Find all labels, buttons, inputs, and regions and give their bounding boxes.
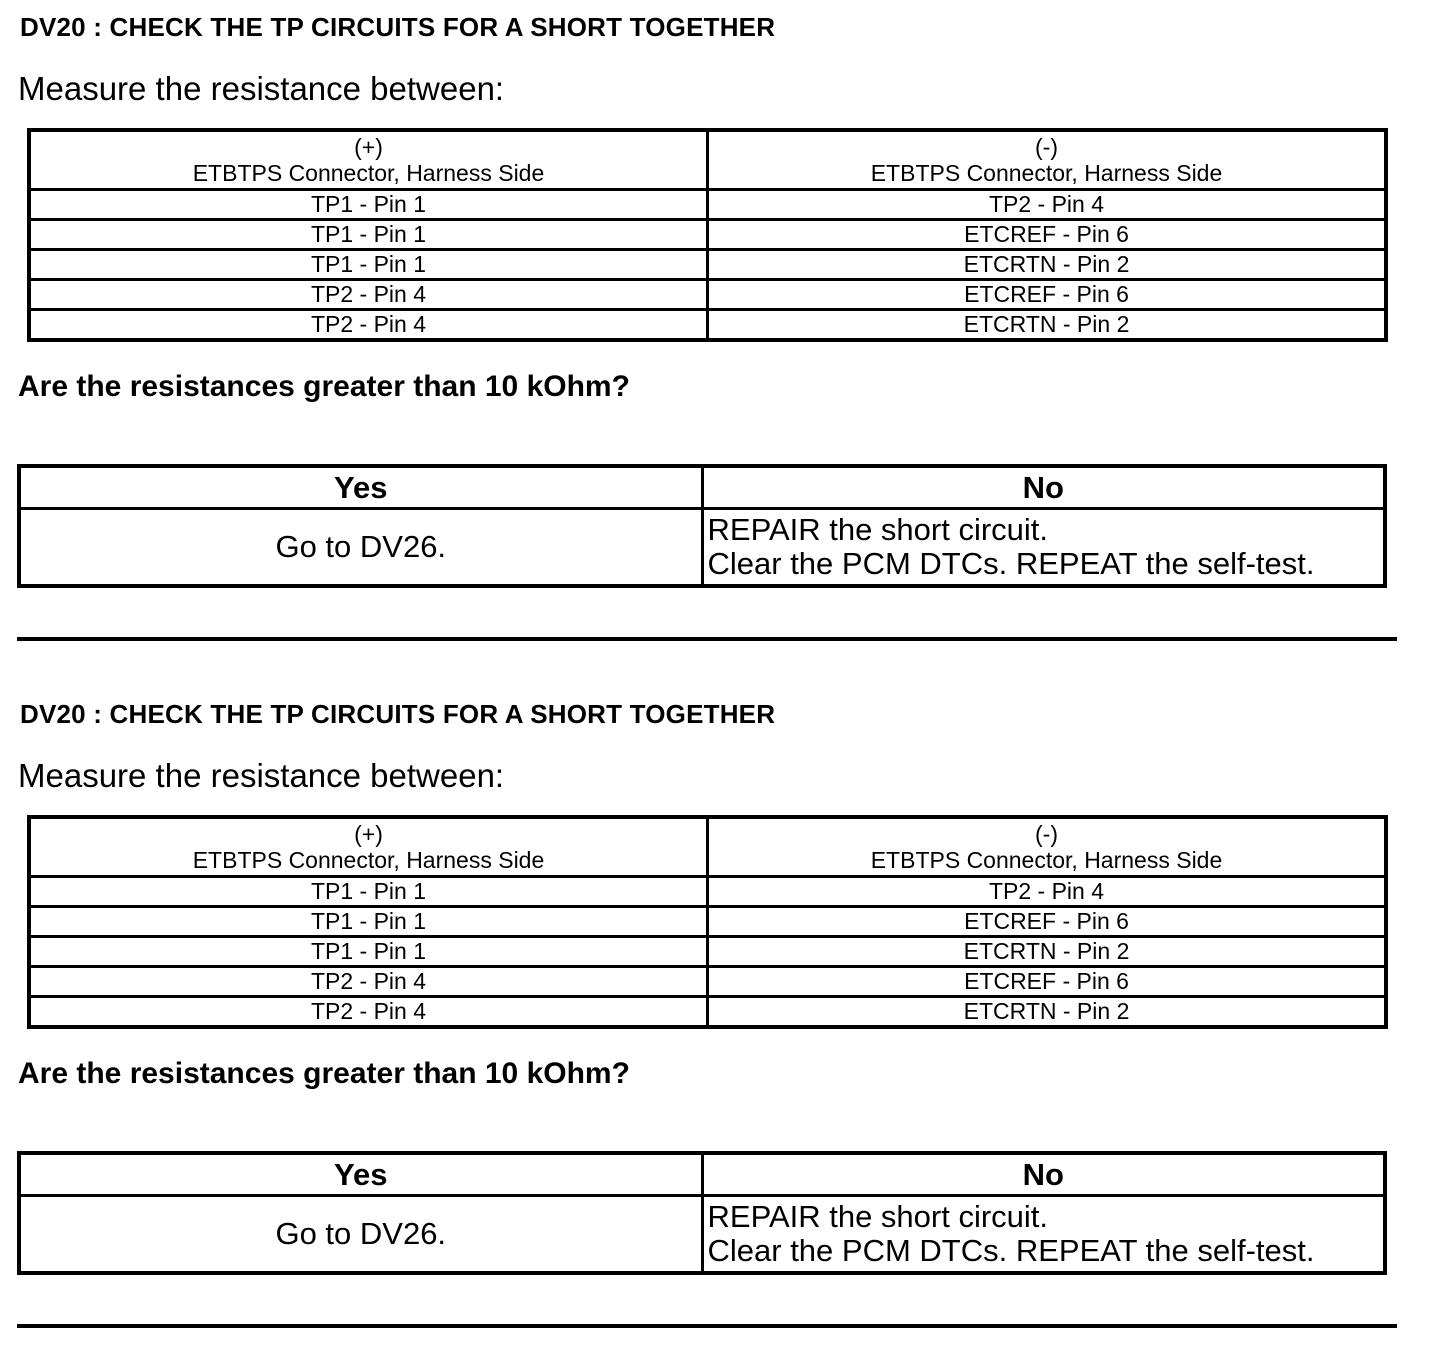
section-divider <box>17 1324 1397 1328</box>
table-header-row <box>29 817 1386 877</box>
table-row <box>29 907 1386 937</box>
negative-header-connector: ETBTPS Connector, Harness Side <box>870 160 1223 186</box>
no-action <box>702 1196 1385 1274</box>
resistance-measurement-table <box>27 815 1388 1029</box>
table-row <box>29 190 1386 220</box>
diagnostic-step-2 <box>0 687 1440 1347</box>
step-question: Are the resistances greater than 10 kOhm? <box>18 370 630 403</box>
positive-header <box>29 130 708 190</box>
step-title: DV20 : CHECK THE TP CIRCUITS FOR A SHORT TOGETHER <box>20 699 776 729</box>
table-row <box>29 937 1386 967</box>
step-question: Are the resistances greater than 10 kOhm? <box>18 1057 630 1090</box>
positive-pin-cell: TP1 - Pin 1 <box>29 877 708 907</box>
positive-pin-cell: TP2 - Pin 4 <box>29 310 708 341</box>
yes-action: Go to DV26. <box>19 509 702 587</box>
negative-pin-cell: ETCREF - Pin 6 <box>708 280 1387 310</box>
positive-header-connector: ETBTPS Connector, Harness Side <box>192 847 545 873</box>
yes-header: Yes <box>19 466 702 509</box>
table-row <box>29 280 1386 310</box>
negative-header-connector: ETBTPS Connector, Harness Side <box>870 847 1223 873</box>
negative-header <box>708 817 1387 877</box>
table-row <box>29 877 1386 907</box>
yes-no-decision-table <box>17 1151 1387 1275</box>
yes-header: Yes <box>19 1153 702 1196</box>
step-instruction: Measure the resistance between: <box>18 757 505 794</box>
yes-no-decision-table <box>17 464 1387 588</box>
no-action-line-1: REPAIR the short circuit. <box>707 1199 1049 1234</box>
no-action-line-2: Clear the PCM DTCs. REPEAT the self-test. <box>707 1233 1315 1268</box>
yes-action: Go to DV26. <box>19 1196 702 1274</box>
positive-pin-cell: TP1 - Pin 1 <box>29 250 708 280</box>
step-instruction: Measure the resistance between: <box>18 70 505 107</box>
section-divider <box>17 637 1397 641</box>
negative-pin-cell: ETCREF - Pin 6 <box>708 907 1387 937</box>
positive-header-polarity: (+) <box>354 821 383 847</box>
negative-pin-cell: ETCRTN - Pin 2 <box>708 997 1387 1028</box>
negative-pin-cell: TP2 - Pin 4 <box>708 877 1387 907</box>
negative-pin-cell: ETCRTN - Pin 2 <box>708 937 1387 967</box>
positive-pin-cell: TP2 - Pin 4 <box>29 967 708 997</box>
decision-action-row <box>19 1196 1385 1274</box>
step-title: DV20 : CHECK THE TP CIRCUITS FOR A SHORT TOGETHER <box>20 12 776 42</box>
diagnostic-step-1 <box>0 0 1440 660</box>
table-row <box>29 220 1386 250</box>
negative-header-polarity: (-) <box>1035 134 1058 160</box>
table-row <box>29 250 1386 280</box>
no-header: No <box>702 1153 1385 1196</box>
table-header-row <box>29 130 1386 190</box>
table-row <box>29 967 1386 997</box>
no-action-line-1: REPAIR the short circuit. <box>707 512 1049 547</box>
negative-pin-cell: ETCRTN - Pin 2 <box>708 310 1387 341</box>
no-header: No <box>702 466 1385 509</box>
positive-header-polarity: (+) <box>354 134 383 160</box>
no-action <box>702 509 1385 587</box>
decision-action-row <box>19 509 1385 587</box>
negative-pin-cell: TP2 - Pin 4 <box>708 190 1387 220</box>
negative-header-polarity: (-) <box>1035 821 1058 847</box>
resistance-measurement-table <box>27 128 1388 342</box>
positive-pin-cell: TP1 - Pin 1 <box>29 220 708 250</box>
negative-header <box>708 130 1387 190</box>
decision-header-row <box>19 1153 1385 1196</box>
negative-pin-cell: ETCREF - Pin 6 <box>708 220 1387 250</box>
positive-pin-cell: TP1 - Pin 1 <box>29 937 708 967</box>
positive-pin-cell: TP2 - Pin 4 <box>29 280 708 310</box>
table-row <box>29 997 1386 1028</box>
positive-header-connector: ETBTPS Connector, Harness Side <box>192 160 545 186</box>
positive-header <box>29 817 708 877</box>
table-row <box>29 310 1386 341</box>
no-action-line-2: Clear the PCM DTCs. REPEAT the self-test. <box>707 546 1315 581</box>
positive-pin-cell: TP1 - Pin 1 <box>29 907 708 937</box>
negative-pin-cell: ETCRTN - Pin 2 <box>708 250 1387 280</box>
positive-pin-cell: TP2 - Pin 4 <box>29 997 708 1028</box>
decision-header-row <box>19 466 1385 509</box>
positive-pin-cell: TP1 - Pin 1 <box>29 190 708 220</box>
negative-pin-cell: ETCREF - Pin 6 <box>708 967 1387 997</box>
